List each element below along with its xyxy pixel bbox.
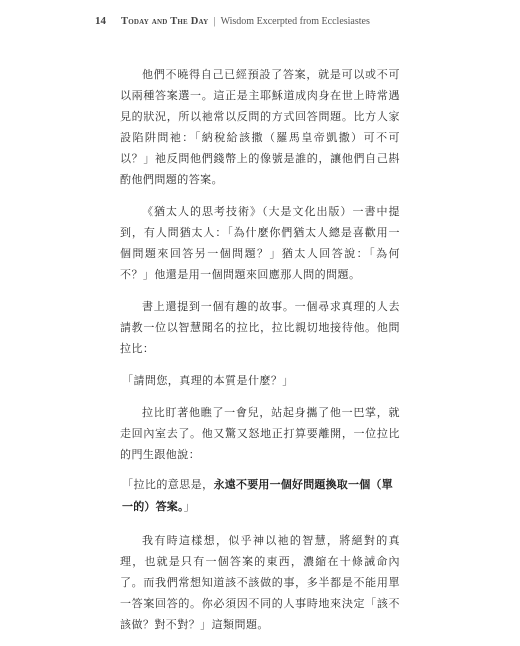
quoted-question: 「請問您，真理的本質是什麼？」 — [122, 374, 294, 387]
running-header — [95, 15, 370, 29]
page-body — [120, 64, 400, 646]
highlighted-quote — [120, 474, 400, 518]
book-title: Today and The Day — [121, 16, 209, 27]
paragraph-5: 我有時這樣想，似乎神以祂的智慧，將絕對的真理，也就是只有一個答案的東西，濃縮在十條誡命內了。而我們常想知道該不該做的事，多半都是不能用單一答案回答的。你必須因不同的人事時地來決定「該不該做？對不對？」這類問題。 — [120, 534, 400, 631]
paragraph-1: 他們不曉得自己已經預設了答案，就是可以或不可以兩種答案選一。這正是主耶穌道成肉身在世上時常遇見的狀況，所以祂常以反問的方式回答問題。比方人家設陷阱問祂：「納稅給該撒（羅馬皇帝凱撒）可不可以？」祂反問他們錢幣上的像號是誰的，讓他們自己斟酌他們問題的答案。 — [120, 68, 400, 186]
quote-suffix: 」 — [183, 500, 196, 513]
paragraph-2: 《猶太人的思考技術》（大是文化出版）一書中提到，有人問猶太人：「為什麼你們猶太人總是喜歡用一個問題來回答另一個問題？」猶太人回答說：「為何不？」他還是用一個問題來回應那人問的問題。 — [120, 205, 400, 281]
paragraph-4: 拉比盯著他瞧了一會兒，站起身攜了他一巴掌，就走回內室去了。他又驚又怒地正打算要離開，一位拉比的門生跟他說： — [120, 406, 400, 461]
paragraph-3: 書上還提到一個有趣的故事。一個尋求真理的人去請教一位以智慧聞名的拉比，拉比親切地接待他。他問拉比： — [120, 300, 400, 355]
book-subtitle: Wisdom Excerpted from Ecclesiastes — [220, 16, 370, 27]
handwritten-emphasis: 永遠不要用一個好問題換取一個（單一的）答案。 — [122, 478, 393, 513]
page-number: 14 — [95, 15, 106, 27]
quote-prefix: 「拉比的意思是， — [122, 478, 214, 491]
header-divider: | — [213, 15, 216, 27]
